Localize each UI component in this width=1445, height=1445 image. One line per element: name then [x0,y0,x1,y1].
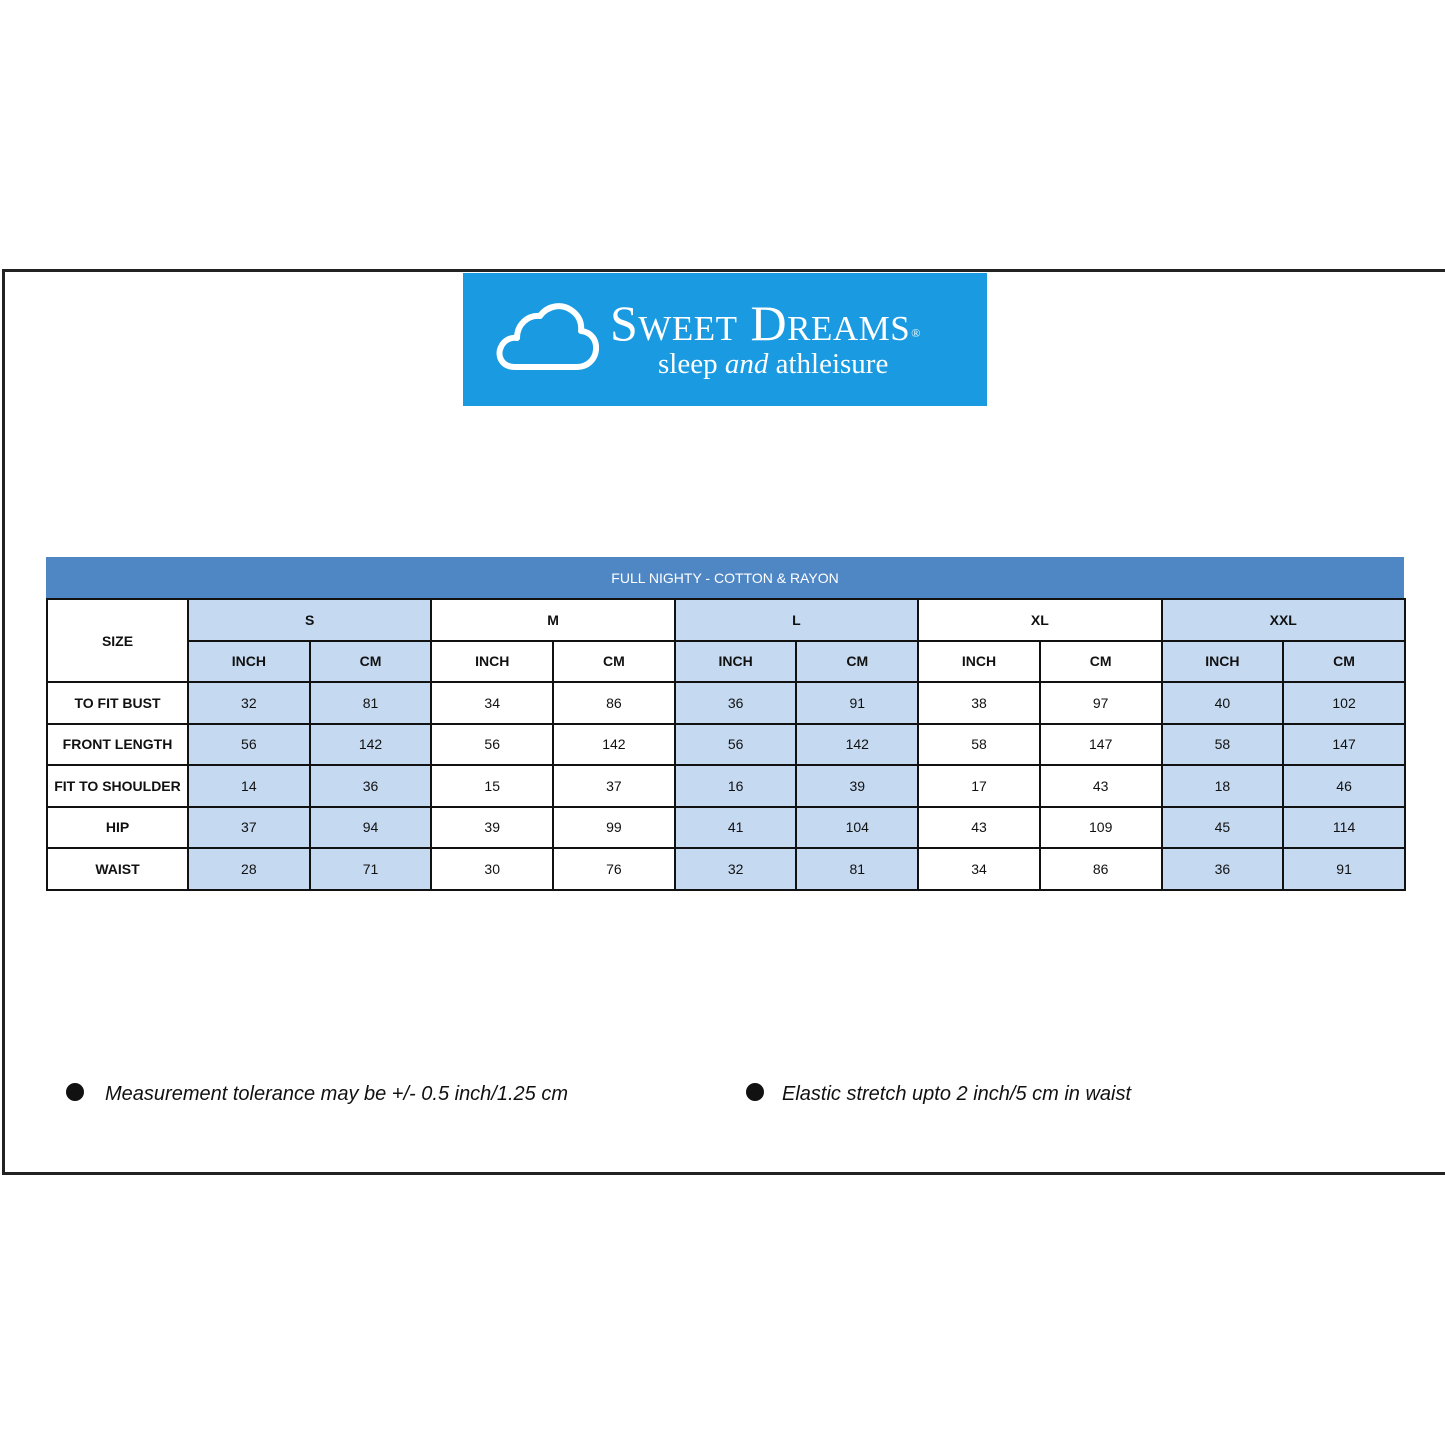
table-cell: 76 [553,848,675,890]
table-cell: 39 [431,807,553,849]
size-header-m: M [431,599,674,641]
table-cell: 86 [553,682,675,724]
size-table [46,598,1406,891]
table-cell: 41 [675,807,797,849]
size-chart-title: FULL NIGHTY - COTTON & RAYON [46,557,1404,598]
table-cell: 17 [918,765,1040,807]
bullet-icon [746,1083,764,1101]
size-header-xxl: XXL [1162,599,1405,641]
table-cell: 45 [1162,807,1284,849]
table-cell: 15 [431,765,553,807]
table-cell: 38 [918,682,1040,724]
table-cell: 147 [1283,724,1405,766]
row-label: FIT TO SHOULDER [47,765,188,807]
registered-mark: ® [911,326,921,340]
table-row [47,765,1405,807]
unit-header-cm: CM [1283,641,1405,683]
row-label: TO FIT BUST [47,682,188,724]
unit-header-cm: CM [1040,641,1162,683]
table-cell: 37 [553,765,675,807]
table-cell: 147 [1040,724,1162,766]
size-table-body [47,682,1405,890]
table-cell: 81 [796,848,918,890]
table-cell: 46 [1283,765,1405,807]
table-cell: 99 [553,807,675,849]
table-cell: 91 [796,682,918,724]
note-elastic: Elastic stretch upto 2 inch/5 cm in waist [782,1083,1132,1105]
bullet-icon [66,1083,84,1101]
table-cell: 40 [1162,682,1284,724]
unit-header-cm: CM [553,641,675,683]
row-label: HIP [47,807,188,849]
table-cell: 32 [675,848,797,890]
table-row [47,724,1405,766]
table-cell: 34 [918,848,1040,890]
table-cell: 114 [1283,807,1405,849]
brand-name [610,295,921,351]
brand-tagline [658,347,888,381]
table-cell: 91 [1283,848,1405,890]
table-cell: 94 [310,807,432,849]
unit-header-inch: INCH [431,641,553,683]
table-cell: 36 [310,765,432,807]
table-cell: 71 [310,848,432,890]
unit-header-inch: INCH [188,641,310,683]
table-cell: 30 [431,848,553,890]
table-cell: 56 [431,724,553,766]
table-cell: 18 [1162,765,1284,807]
table-cell: 34 [431,682,553,724]
size-header-s: S [188,599,431,641]
tagline-and: and [724,348,769,380]
tagline-athleisure: athleisure [775,348,889,380]
table-cell: 32 [188,682,310,724]
table-cell: 39 [796,765,918,807]
table-cell: 28 [188,848,310,890]
table-cell: 56 [675,724,797,766]
table-row [47,682,1405,724]
size-header-xl: XL [918,599,1161,641]
row-label: FRONT LENGTH [47,724,188,766]
table-cell: 102 [1283,682,1405,724]
table-cell: 86 [1040,848,1162,890]
table-cell: 58 [918,724,1040,766]
unit-header-inch: INCH [1162,641,1284,683]
size-label: SIZE [47,599,188,682]
table-cell: 109 [1040,807,1162,849]
table-cell: 14 [188,765,310,807]
table-cell: 56 [188,724,310,766]
brand-name-first: Sweet [610,295,738,351]
unit-header-row [47,641,1405,683]
size-header-l: L [675,599,918,641]
cloud-icon [495,301,599,373]
table-cell: 142 [796,724,918,766]
table-cell: 104 [796,807,918,849]
note-tolerance: Measurement tolerance may be +/- 0.5 inch/1.25 cm [105,1083,569,1105]
table-cell: 142 [553,724,675,766]
table-cell: 58 [1162,724,1284,766]
table-row [47,848,1405,890]
brand-name-second: Dreams [750,295,911,351]
brand-logo [463,273,987,406]
table-cell: 16 [675,765,797,807]
table-cell: 36 [1162,848,1284,890]
table-cell: 36 [675,682,797,724]
table-cell: 142 [310,724,432,766]
unit-header-cm: CM [310,641,432,683]
unit-header-inch: INCH [918,641,1040,683]
table-row [47,807,1405,849]
unit-header-cm: CM [796,641,918,683]
table-cell: 43 [1040,765,1162,807]
row-label: WAIST [47,848,188,890]
table-cell: 37 [188,807,310,849]
unit-header-inch: INCH [675,641,797,683]
table-cell: 43 [918,807,1040,849]
tagline-sleep: sleep [658,348,718,380]
size-chart [46,557,1404,891]
size-header-row [47,599,1405,641]
table-cell: 81 [310,682,432,724]
table-cell: 97 [1040,682,1162,724]
